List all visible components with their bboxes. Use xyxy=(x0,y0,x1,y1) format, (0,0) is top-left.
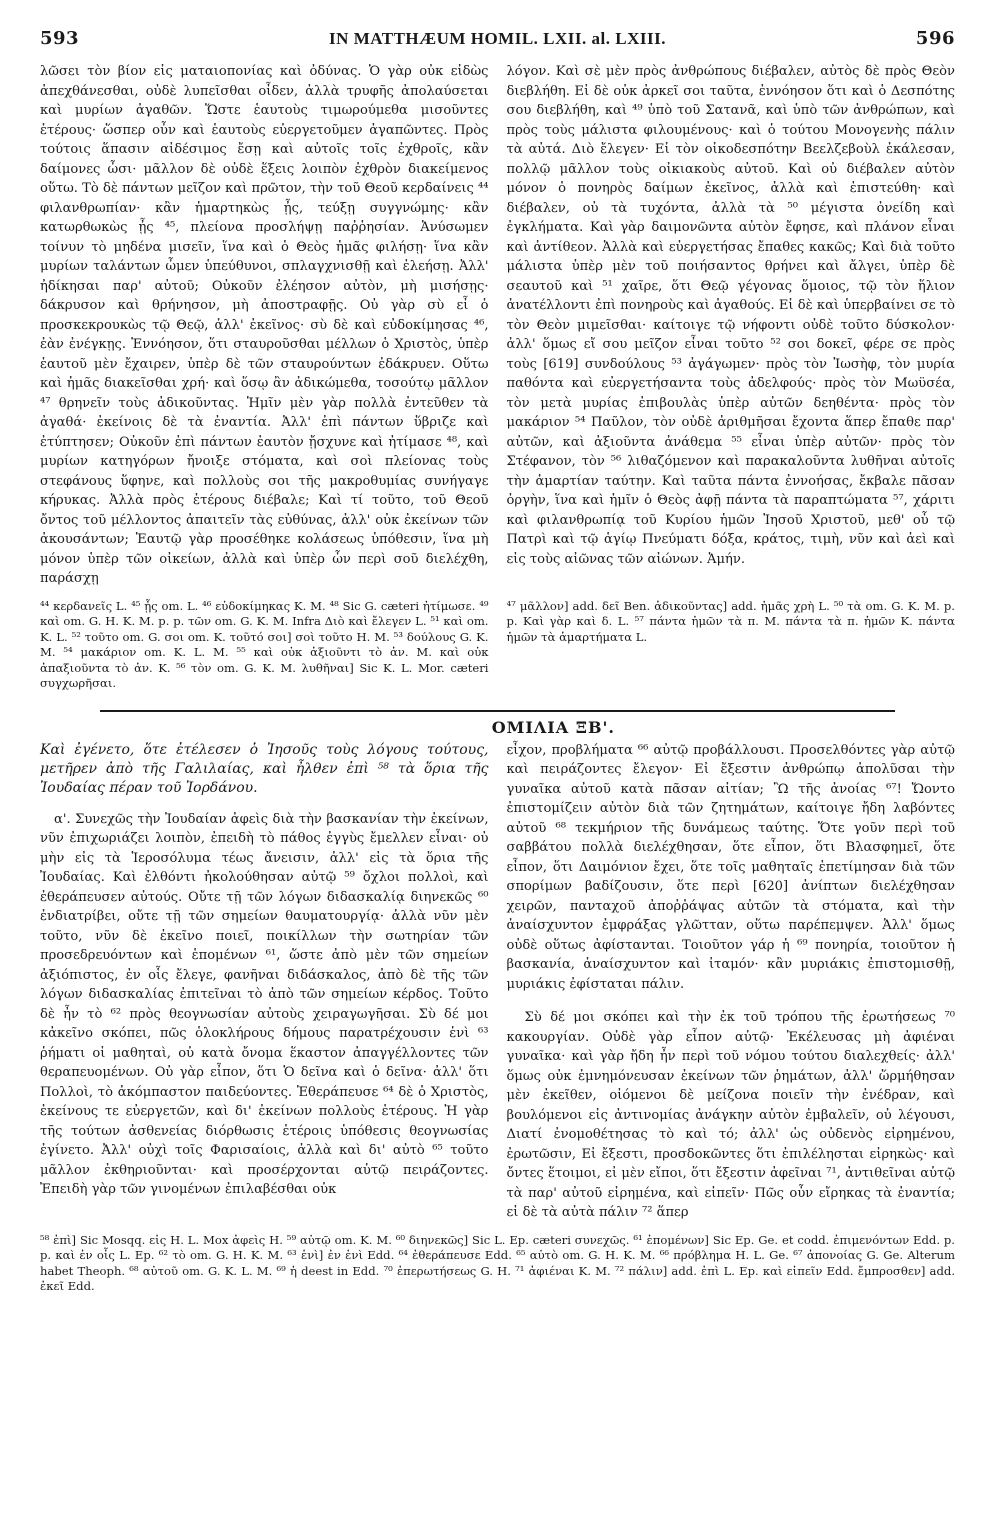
homily-columns xyxy=(40,741,955,1223)
homily-left-column xyxy=(40,741,489,1223)
homily-left-text: α'. Συνεχῶς τὴν Ἰουδαίαν ἀφεὶς διὰ τὴν βασκανίαν τὴν ἐκείνων, νῦν ἐπιχωριάζει λοιπὸν, ἐπειδὴ τὸ πάθος ἐγγὺς ἔμελλεν εἶναι· οὐ μὴν εἰς τὰ Ἱεροσόλυμα τέως ἄνεισιν, ἀλλ' εἰς τὰ ὅρια τῆς Ἰουδαίας. Καὶ ἐλθόντι ἠκολούθησαν αὐτῷ ⁵⁹ ὄχλοι πολλοὶ, καὶ ἐθεράπευσεν αὐτούς. Οὔτε τῇ τῶν λόγων διδασκαλίᾳ διηνεκῶς ⁶⁰ ἐνδιατρίβει, οὔτε τῇ τῶν σημείων θαυματουργίᾳ· ἀλλὰ νῦν μὲν τοῦτο, νῦν δὲ ἐκεῖνο ποιεῖ, ποικίλλων τὴν σωτηρίαν τῶν προσεδρευόντων καὶ ἑπομένων ⁶¹, ὥστε ἀπὸ μὲν τῶν σημείων ἀξιόπιστος, ἐν οἷς ἔλεγε, φανῆναι διδάσκαλος, ἀπὸ δὲ τῆς τῶν λόγων διδασκαλίας ἐπιτεῖναι τὸ ἀπὸ τῶν σημείων κέρδος. Τοῦτο δὲ ἦν τὸ ⁶² πρὸς θεογνωσίαν αὐτοὺς χειραγωγῆσαι. Σὺ δέ μοι κἀκεῖνο σκόπει, πῶς ὁλοκλήρους δήμους παρατρέχουσιν ἑνὶ ⁶³ ῥήματι οἱ μαθηταὶ, οὐ κατὰ ὄνομα ἕκαστον ἀπαγγέλλοντες τῶν θεραπευομένων. Οὐ γὰρ εἶπον, ὅτι Ὁ δεῖνα καὶ ὁ δεῖνα· ἀλλ' ὅτι Πολλοὶ, τὸ ἀκόμπαστον παιδεύοντες. Ἐθεράπευσε ⁶⁴ δὲ ὁ Χριστὸς, ἐκείνους τε εὐεργετῶν, καὶ δι' ἐκείνων πολλοὺς ἑτέρους. Ἡ γὰρ τῆς τούτων ἀσθενείας διόρθωσις ἑτέροις ὑπόθεσις θεογνωσίας ἐγίνετο. Ἀλλ' οὐχὶ τοῖς Φαρισαίοις, ἀλλὰ καὶ δι' αὐτὸ ⁶⁵ τοῦτο μᾶλλον ἐκθηριοῦνται· καὶ προσέρχονται αὐτῷ πειράζοντες. Ἐπειδὴ γὰρ τῶν γινομένων ἐπιλαβέσθαι οὐκ xyxy=(40,811,489,1197)
top-footnotes-left: ⁴⁴ κερδανεῖς L. ⁴⁵ ᾖς om. L. ⁴⁶ εὐδοκίμηκας K. M. ⁴⁸ Sic G. cæteri ἠτίμωσε. ⁴⁹ καὶ om. G. H. K. M. p. p. τῶν om. G. K. M. Infra Διὸ καὶ ἔλεγεν L. ⁵¹ καὶ om. K. L. ⁵² τοῦτο om. G. σοι om. K. τοῦτό σοι] σοὶ τοῦτο H. M. ⁵³ δούλους G. K. M. ⁵⁴ μακάριον om. K. L. M. ⁵⁵ καὶ οὐκ ἀξιοῦντι τὸ ἀν. M. καὶ οὐκ ἀπαξιοῦντα τὸ ἀν. K. ⁵⁶ τὸν om. G. K. M. λυθῆναι] Sic K. L. Mor. cæteri συγχωρῆσαι. xyxy=(40,598,489,690)
homily-right-para-2: Σὺ δέ μοι σκόπει καὶ τὴν ἐκ τοῦ τρόπου τῆς ἐρωτήσεως ⁷⁰ κακουργίαν. Οὐδὲ γὰρ εἶπον αὐτῷ· Ἐκέλευσας μὴ ἀφιέναι γυναῖκα· καὶ γὰρ ἤδη ἦν περὶ τοῦ νόμου τούτου διαλεχθείς· ἀλλ' ὅμως οὐκ ἐμνημόνευσαν ἐκείνων τῶν ῥημάτων, ἀλλ' ὥρμήθησαν μὲν ἐκεῖθεν, οἰόμενοι δὲ μείζονα ποιεῖν τὴν ἐνέδραν, καὶ βουλόμενοι εἰς ἀντινομίας ἀνάγκην αὐτὸν ἐμβαλεῖν, οὐ λέγουσι, Διατί ἐνομοθέτησας τὸ καὶ τό; ἀλλ' ὡς οὐδενὸς εἰρημένου, ἐρωτῶσιν, Εἰ ἔξεστι, προσδοκῶντες ὅτι ἐπιλέλησται εἰρηκὼς· καὶ ὄντες ἕτοιμοι, εἰ μὲν εἴποι, ὅτι ἔξεστιν ἀφεῖναι ⁷¹, ἀντιθεῖναι αὐτῷ τὰ παρ' αὐτοῦ εἰρημένα, καὶ εἰπεῖν· Πῶς οὖν εἴρηκας τὰ ἐναντία; εἰ δὲ τὰ αὐτὰ πάλιν ⁷² ἅπερ xyxy=(506,1010,955,1220)
section-divider xyxy=(100,710,895,712)
homily-intro: Καὶ ἐγένετο, ὅτε ἐτέλεσεν ὁ Ἰησοῦς τοὺς λόγους τούτους, μετῆρεν ἀπὸ τῆς Γαλιλαίας, καὶ ἦλθεν ἐπὶ ⁵⁸ τὰ ὅρια τῆς Ἰουδαίας πέραν τοῦ Ἰορδάνου. xyxy=(40,741,489,796)
top-footnotes-right: ⁴⁷ μᾶλλον] add. δεῖ Ben. ἀδικοῦντας] add. ἡμᾶς χρὴ L. ⁵⁰ τὰ om. G. K. M. p. p. Καὶ γὰρ καὶ δ. L. ⁵⁷ πάντα ἡμῶν τὰ π. M. πάντα τὰ π. ἡμῶν K. πάντα ἡμῶν τὰ ἁμαρτήματα L. xyxy=(506,598,955,644)
running-header xyxy=(40,28,955,58)
homily-right-column xyxy=(507,741,956,1223)
homily-right-para-1: εἶχον, προβλήματα ⁶⁶ αὐτῷ προβάλλουσι. Προσελθόντες γὰρ αὐτῷ καὶ πειράζοντες ἔλεγον· Εἰ ἔξεστιν ἀνθρώπῳ ἀπολῦσαι τὴν γυναῖκα αὐτοῦ κατὰ πᾶσαν αἰτίαν; Ὢ τῆς ἀνοίας ⁶⁷! Ὤοντο ἐπιστομίζειν αὐτὸν διὰ τῶν ζητημάτων, καίτοιγε ἤδη λαβόντες αὐτοῦ ⁶⁸ τεκμήριον τῆς δυνάμεως ταύτης. Ὅτε γοῦν περὶ τοῦ σαββάτου πολλὰ διελέχθησαν, ὅτε εἶπον, ὅτι Βλασφημεῖ, ὅτε εἶπον, ὅτι Δαιμόνιον ἔχει, ὅτε τοῖς μαθηταῖς ἐπετίμησαν διὰ τῶν σπορίμων βαδίζουσιν, ὅτε περὶ [620] ἀνίπτων διελέχθησαν χειρῶν, πανταχοῦ ἀποῤῥάψας αὐτῶν τὰ στόματα, καὶ τὴν ἀναίσχυντον ἐμφράξας γλῶτταν, οὕτω παρέπεμψεν. Ἀλλ' ὅμως οὐδὲ οὕτως ἀφίστανται. Τοιοῦτον γάρ ἡ ⁶⁹ πονηρία, τοιοῦτον ἡ βασκανία, ἀναίσχυντον καὶ ἰταμόν· κἂν μυριάκις ἐπιστομισθῇ, μυριάκις ἐφίσταται πάλιν. xyxy=(506,742,955,992)
running-title: IN MATTHÆUM HOMIL. LXII. al. LXIII. xyxy=(329,29,666,48)
page-number-left: 593 xyxy=(40,28,80,49)
page xyxy=(40,28,955,1518)
homily-heading: ΟΜΙΛΙΑ ΞΒ'. xyxy=(491,717,615,737)
top-right-column: λόγον. Καὶ σὲ μὲν πρὸς ἀνθρώπους διέβαλεν, αὐτὸς δὲ πρὸς Θεὸν διεβλήθη. Εἰ δὲ οὐκ ἀρκεῖ σοι ταῦτα, ἐννόησον ὅτι καὶ ὁ Δεσπότης σου διεβλήθη, καὶ ⁴⁹ ὑπὸ τοῦ Σατανᾶ, καὶ ὑπὸ τῶν ἀνθρώπων, καὶ πρὸς τοὺς μάλιστα φιλουμένους· καὶ ὁ τούτου Μονογενὴς πάλιν τὰ αὐτά. Διὸ ἔλεγεν· Εἰ τὸν οἰκοδεσπότην Βεελζεβοὺλ ἐκάλεσαν, πολλῷ μᾶλλον τοὺς οἰκιακοὺς αὐτοῦ. Καὶ οὐ διέβαλεν αὐτὸν μόνον ὁ πονηρὸς δαίμων ἐκεῖνος, ἀλλὰ καὶ ἐπιστεύθη· καὶ διέβαλεν, οὐ τὰ τυχόντα, ἀλλὰ τὰ ⁵⁰ μέγιστα ὀνείδη καὶ ἐγκλήματα. Καὶ γὰρ δαιμονῶντα αὐτὸν ἔφησε, καὶ πλάνον εἶναι καὶ ἀντίθεον. Ἀλλὰ καὶ εὐεργετήσας ἔπαθες κακῶς; Καὶ διὰ τοῦτο μάλιστα ὑπὲρ μὲν τοῦ ποιήσαντος θρήνει καὶ ἄλγει, ὑπὲρ δὲ σεαυτοῦ καὶ ⁵¹ χαῖρε, ὅτι Θεῷ γέγονας ὅμοιος, τῷ τὸν ἥλιον ἀνατέλλοντι ἐπὶ πονηροὺς καὶ ἀγαθούς. Εἰ δὲ καὶ ὑπερβαίνει σε τὸ τὸν Θεὸν μιμεῖσθαι· καίτοιγε τῷ νήφοντι οὐδὲ τοῦτο δύσκολον· ἀλλ' ὅμως εἴ σου μεῖζον εἶναι τοῦτο ⁵² σοι δοκεῖ, φέρε σε πρὸς τοὺς [619] συνδούλους ⁵³ ἀγάγωμεν· πρὸς τὸν Ἰωσὴφ, τὸν μυρία παθόντα καὶ εὐεργετήσαντα τοὺς ἀδελφούς· πρὸς τὸν Μωϋσέα, τὸν μετὰ μυρίας ἐπιβουλὰς ὑπὲρ αὐτῶν δεηθέντα· πρὸς τὸν μακάριον ⁵⁴ Παῦλον, τὸν οὐδὲ ἀριθμῆσαι ἔχοντα ἅπερ ἔπαθε παρ' αὐτῶν, καὶ ἀξιοῦντα ἀνάθεμα ⁵⁵ εἶναι ὑπὲρ αὐτῶν· πρὸς τὸν Στέφανον, τὸν ⁵⁶ λιθαζόμενον καὶ παρακαλοῦντα λυθῆναι αὐτοῖς τὴν ἁμαρτίαν ταύτην. Καὶ ταῦτα πάντα ἐννοήσας, ἔκβαλε πᾶσαν ὀργὴν, ἵνα καὶ ἡμῖν ὁ Θεὸς ἀφῇ πάντα τὰ παραπτώματα ⁵⁷, χάριτι καὶ φιλανθρωπίᾳ τοῦ Κυρίου ἡμῶν Ἰησοῦ Χριστοῦ, μεθ' οὗ τῷ Πατρὶ καὶ τῷ ἁγίῳ Πνεύματι δόξα, κράτος, τιμὴ, νῦν καὶ ἀεὶ καὶ εἰς τοὺς αἰῶνας τῶν αἰώνων. Ἀμήν. xyxy=(506,64,955,567)
top-left-column: λῶσει τὸν βίον εἰς ματαιοπονίας καὶ ὀδύνας. Ὁ γὰρ οὐκ εἰδὼς ἀπεχθάνεσθαι, οὐδὲ λυπεῖσθαι οἶδεν, ἀλλὰ τρυφῆς ἀπολαύσεται καὶ μυρίων ἀγαθῶν. Ὥστε ἑαυτοὺς τιμωρούμεθα μισοῦντες ἑτέρους· ὥσπερ οὖν καὶ ἑαυτοὺς εὐεργετοῦμεν ἀγαπῶντες. Πρὸς τούτοις ἅπασιν αἰδέσιμος ἔσῃ καὶ αὐτοῖς τοῖς ἐχθροῖς, κἂν δαίμονες ὦσι· μᾶλλον δὲ οὐδὲ ἕξεις λοιπὸν ἐχθρὸν διακείμενος οὕτω. Τὸ δὲ πάντων μεῖζον καὶ πρῶτον, τὴν τοῦ Θεοῦ κερδαίνεις ⁴⁴ φιλανθρωπίαν· κἂν ἡμαρτηκὼς ᾖς, τεύξῃ συγγνώμης· κἂν κατωρθωκὼς ᾖς ⁴⁵, πλείονα προσλήψῃ παῤῥησίαν. Ἀνύσωμεν τοίνυν τὸ μηδένα μισεῖν, ἵνα καὶ ὁ Θεὸς ἡμᾶς φιλήσῃ· ἵνα κἂν μυρίων ταλάντων ὦμεν ὑπεύθυνοι, σπλαγχνισθῇ καὶ ἐλεήσῃ. Ἀλλ' ἠδίκησαι παρ' αὐτοῦ; Οὐκοῦν ἐλέησον αὐτὸν, μὴ μισήσῃς· δάκρυσον καὶ θρήνησον, μὴ ἀποστραφῇς. Οὐ γὰρ σὺ εἶ ὁ προσκεκρουκὼς τῷ Θεῷ, ἀλλ' ἐκεῖνος· σὺ δὲ καὶ εὐδοκίμησας ⁴⁶, ἐὰν ἐνέγκῃς. Ἐννόησον, ὅτι σταυροῦσθαι μέλλων ὁ Χριστὸς, ὑπὲρ ἑαυτοῦ μὲν ἔχαιρεν, ὑπὲρ δὲ τῶν σταυρούντων ἐδάκρυεν. Οὕτω καὶ ἡμᾶς διακεῖσθαι χρή· καὶ ὅσῳ ἂν ἀδικώμεθα, τοσούτῳ μᾶλλον ⁴⁷ θρηνεῖν τοὺς ἀδικοῦντας. Ἡμῖν μὲν γὰρ πολλὰ ἐντεῦθεν τὰ ἀγαθά· ἐκείνοις δὲ τὰ ἐναντία. Ἀλλ' ἐπὶ πάντων ὕβριζε καὶ ἐτύπτησεν; Οὐκοῦν ἐπὶ πάντων ἑαυτὸν ᾔσχυνε καὶ ἠτίμασε ⁴⁸, καὶ μυρίων κατηγόρων ἤνοιξε στόματα, καὶ σοὶ πλείονας τοὺς στεφάνους ὕφηνε, καὶ πολλοὺς σοι τῆς μακροθυμίας συνήγαγε κήρυκας. Ἀλλὰ πρὸς ἑτέρους διέβαλε; Καὶ τί τοῦτο, τοῦ Θεοῦ ὄντος τοῦ μέλλοντος ἀπαιτεῖν τὰς εὐθύνας, ἀλλ' οὐκ ἐκείνων τῶν ἀκουσάντων; Ἑαυτῷ γὰρ προσέθηκε κολάσεως ὑπόθεσιν, ἵνα μὴ μόνον ὑπὲρ τῶν οἰκείων, ἀλλὰ καὶ ὑπὲρ ὧν περὶ σοῦ διελέχθη, παράσχῃ xyxy=(40,64,489,586)
top-footnotes xyxy=(40,599,955,692)
top-columns xyxy=(40,62,955,589)
page-number-right: 596 xyxy=(915,28,955,49)
bottom-footnotes: ⁵⁸ ἐπὶ] Sic Mosqq. εἰς H. L. Mox ἀφεὶς H. ⁵⁹ αὐτῷ om. K. M. ⁶⁰ διηνεκῶς] Sic L. Ep. cæteri συνεχῶς. ⁶¹ ἑπομένων] Sic Ep. Ge. et codd. ἐπιμενόντων Edd. p. p. καὶ ἐν οἷς L. Ep. ⁶² τὸ om. G. H. K. M. ⁶³ ἑνὶ] ἐν ἑνὶ Edd. ⁶⁴ ἐθεράπευσε Edd. ⁶⁵ αὐτὸ om. G. H. K. M. ⁶⁶ πρόβλημα H. L. Ge. ⁶⁷ ἀπονοίας G. Ge. Alterum habet Theoph. ⁶⁸ αὐτοῦ om. G. K. L. M. ⁶⁹ ἡ deest in Edd. ⁷⁰ ἐπερωτήσεως G. H. ⁷¹ ἀφιέναι K. M. ⁷² πάλιν] add. ἐπὶ L. Ep. καὶ εἰπεῖν Edd. ἔμπροσθεν] add. ἐκεῖ Edd. xyxy=(40,1232,955,1293)
